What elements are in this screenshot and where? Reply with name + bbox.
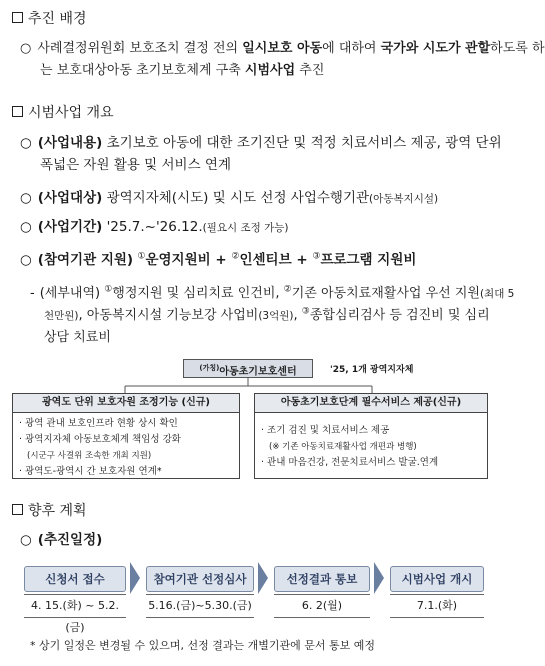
- schedule-step-date: 4. 15.(화) ~ 5.2.(금): [24, 594, 126, 618]
- left-item: · 광역지자체 아동보호체계 책임성 강화: [19, 434, 181, 445]
- region-note: '25, 1개 광역지자체: [330, 365, 414, 375]
- right-function-box: [254, 393, 488, 479]
- background-paragraph: ○ 사례결정위원회 보호조치 결정 전의 일시보호 아동에 대하여 국가와 시도가 관할하도록 하 는 보호대상아동 초기보호체계 구축 시범사업 추진: [20, 41, 545, 78]
- arrow-right-icon: [258, 562, 268, 594]
- circle-bullet-icon: ○: [20, 532, 32, 548]
- right-item: · 조기 검진 및 치료서비스 제공: [261, 425, 390, 436]
- left-item: · 광역 관내 보호인프라 현황 상시 확인: [19, 418, 178, 429]
- support-line: ○ (참여기관 지원) ①운영지원비 + ②인센티브 + ③프로그램 지원비: [20, 251, 417, 268]
- schedule-step: [274, 566, 370, 620]
- schedule-step-date: 7.1.(화): [390, 594, 484, 618]
- arrow-right-icon: [130, 562, 140, 594]
- schedule-step-title: 참여기관 선정심사: [146, 566, 254, 592]
- left-item-note: (시군구 사결위 조속한 개최 지원): [27, 451, 152, 461]
- square-bullet-icon: [12, 12, 23, 23]
- target-line: ○ (사업대상) 광역지자체(시도) 및 시도 선정 사업수행기관(아동복지시설): [20, 190, 439, 206]
- right-item-note: (※ 기존 아동치료재활사업 개편과 병행): [269, 442, 417, 452]
- arrow-right-icon: [374, 562, 384, 594]
- detail-paragraph: - (세부내역) ①행정지원 및 심리치료 인건비, ②기존 아동치료재활사업 우선 지원(최대 5 천만원), 아동복지시설 기능보강 사업비(3억원), ③종합심리검사 등 검진비 및 심리 상담 치료비: [30, 284, 515, 345]
- content-paragraph: ○ (사업내용) 초기보호 아동에 대한 조기진단 및 적정 치료서비스 제공, 광역 단위 폭넓은 자원 활용 및 서비스 연계: [20, 135, 502, 173]
- schedule-step-date: 5.16.(금)~5.30.(금): [146, 594, 254, 618]
- period-line: ○ (사업기간) '25.7.~'26.12.(필요시 조정 가능): [20, 219, 289, 235]
- circle-bullet-icon: ○: [20, 252, 32, 268]
- schedule-timeline: [24, 566, 484, 634]
- schedule-step-title: 시범사업 개시: [390, 566, 484, 592]
- schedule-step-title: 선정결과 통보: [274, 566, 370, 592]
- section-title-plan: 향후 계획: [12, 500, 87, 520]
- schedule-step-date: 6. 2(월): [274, 594, 370, 618]
- schedule-step: [390, 566, 484, 620]
- right-item: · 관내 마음건강, 전문치료서비스 발굴.연계: [261, 457, 439, 468]
- schedule-step: [24, 566, 126, 634]
- center-box: $^{(가칭)}$아동초기보호센터: [183, 359, 313, 378]
- square-bullet-icon: [12, 504, 23, 515]
- left-item: · 광역도-광역시 간 보호자원 연계*: [19, 466, 162, 477]
- section-title-overview: 시범사업 개요: [12, 102, 114, 122]
- right-box-title: 아동초기보호단계 필수서비스 제공(신규): [255, 394, 487, 413]
- circle-bullet-icon: ○: [20, 135, 32, 151]
- schedule-footnote: * 상기 일정은 변경될 수 있으며, 선정 결과는 개별기관에 문서 통보 예정: [30, 639, 375, 652]
- circle-bullet-icon: ○: [20, 190, 32, 206]
- square-bullet-icon: [12, 106, 23, 117]
- schedule-step: [146, 566, 254, 620]
- schedule-label-line: ○ (추진일정): [20, 532, 103, 548]
- section-title-background: 추진 배경: [12, 8, 87, 28]
- circle-bullet-icon: ○: [20, 41, 32, 56]
- left-box-title: 광역도 단위 보호자원 조정기능 (신규): [13, 394, 239, 413]
- left-function-box: [12, 393, 240, 479]
- schedule-step-title: 신청서 접수: [24, 566, 126, 592]
- circle-bullet-icon: ○: [20, 219, 32, 235]
